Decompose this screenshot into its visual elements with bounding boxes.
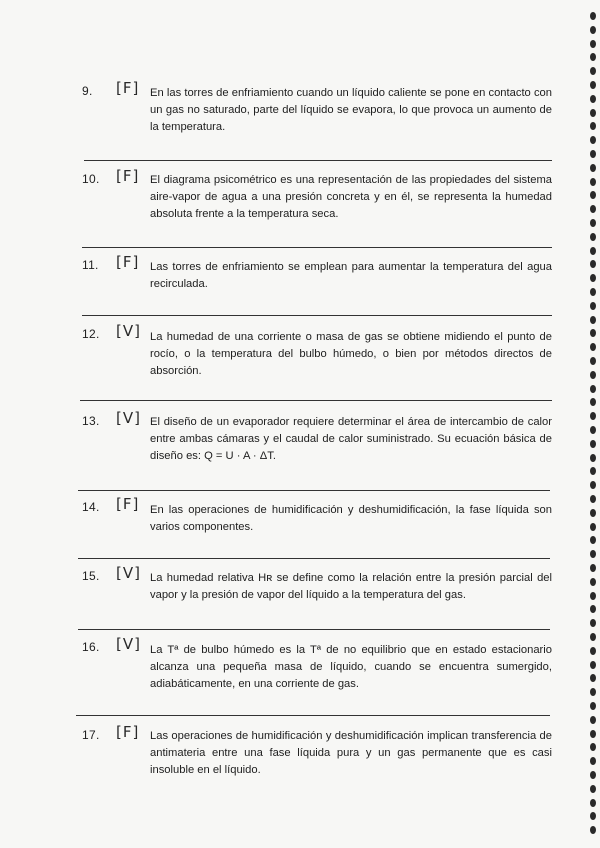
binding-hole — [590, 67, 596, 75]
question-number: 14. — [82, 500, 100, 514]
binding-hole — [590, 702, 596, 710]
binding-hole — [590, 233, 596, 241]
binding-hole — [590, 661, 596, 669]
binding-hole — [590, 440, 596, 448]
answer-mark: [F] — [116, 253, 140, 271]
binding-hole — [590, 812, 596, 820]
binding-hole — [590, 467, 596, 475]
binding-hole — [590, 730, 596, 738]
question-text: La Tª de bulbo húmedo es la Tª de no equilibrio que en estado estacionario alcanza una pequeña masa de líquido, cuando se encuentra sumergido, adiabáticamente, en una corriente de gas. — [150, 644, 552, 690]
binding-hole — [590, 674, 596, 682]
binding-hole — [590, 205, 596, 213]
answer-mark: [F] — [116, 79, 140, 97]
binding-hole — [590, 95, 596, 103]
divider — [82, 315, 552, 316]
question-text: Las operaciones de humidificación y deshumidificación implican transferencia de antimateria entre una fase líquida pura y un gas permanente que es casi insoluble en el líquido. — [150, 730, 552, 776]
binding-hole — [590, 743, 596, 751]
binding-hole — [590, 495, 596, 503]
binding-hole — [590, 688, 596, 696]
divider — [78, 490, 550, 491]
binding-hole — [590, 605, 596, 613]
divider — [78, 629, 550, 630]
binding-hole — [590, 564, 596, 572]
binding-hole — [590, 454, 596, 462]
binding-hole — [590, 122, 596, 130]
binding-hole — [590, 357, 596, 365]
spiral-binding — [588, 12, 596, 842]
question-number: 13. — [82, 414, 100, 428]
divider — [82, 247, 552, 248]
binding-hole — [590, 647, 596, 655]
binding-hole — [590, 316, 596, 324]
binding-hole — [590, 619, 596, 627]
binding-hole — [590, 12, 596, 20]
binding-hole — [590, 398, 596, 406]
binding-hole — [590, 633, 596, 641]
binding-hole — [590, 288, 596, 296]
question-number: 11. — [82, 258, 99, 272]
binding-hole — [590, 40, 596, 48]
question-number: 15. — [82, 569, 100, 583]
question-text: La humedad relativa Hʀ se define como la relación entre la presión parcial del vapor y la presión de vapor del líquido a la temperatura del gas. — [150, 572, 552, 601]
divider — [76, 715, 550, 716]
binding-hole — [590, 302, 596, 310]
answer-mark: [F] — [116, 723, 140, 741]
binding-hole — [590, 53, 596, 61]
binding-hole — [590, 260, 596, 268]
binding-hole — [590, 536, 596, 544]
divider — [78, 558, 550, 559]
binding-hole — [590, 592, 596, 600]
binding-hole — [590, 343, 596, 351]
binding-hole — [590, 826, 596, 834]
binding-hole — [590, 578, 596, 586]
divider — [84, 160, 552, 161]
binding-hole — [590, 164, 596, 172]
binding-hole — [590, 385, 596, 393]
binding-hole — [590, 109, 596, 117]
question-text: El diseño de un evaporador requiere determinar el área de intercambio de calor entre ambas cámaras y el caudal de calor suministrado. Su ecuación básica de diseño es: Q = U · A · ΔT. — [150, 416, 552, 462]
answer-mark: [V] — [116, 564, 141, 582]
answer-mark: [F] — [116, 167, 140, 185]
binding-hole — [590, 136, 596, 144]
divider — [80, 400, 552, 401]
answer-mark: [F] — [116, 495, 140, 513]
binding-hole — [590, 247, 596, 255]
binding-hole — [590, 426, 596, 434]
binding-hole — [590, 550, 596, 558]
question-text: El diagrama psicométrico es una representación de las propiedades del sistema aire-vapor de agua a una presión concreta y en él, se representa la humedad absoluta frente a la temperatura seca. — [150, 174, 552, 220]
binding-hole — [590, 771, 596, 779]
binding-hole — [590, 481, 596, 489]
question-number: 12. — [82, 327, 100, 341]
question-number: 10. — [82, 172, 100, 186]
binding-hole — [590, 757, 596, 765]
binding-hole — [590, 26, 596, 34]
question-text: Las torres de enfriamiento se emplean para aumentar la temperatura del agua recirculada. — [150, 261, 552, 290]
binding-hole — [590, 219, 596, 227]
binding-hole — [590, 716, 596, 724]
binding-hole — [590, 412, 596, 420]
question-text: La humedad de una corriente o masa de gas se obtiene midiendo el punto de rocío, o la temperatura del bulbo húmedo, o bien por métodos directos de absorción. — [150, 331, 552, 377]
question-text: En las torres de enfriamiento cuando un líquido caliente se pone en contacto con un gas no saturado, parte del líquido se evapora, lo que provoca un aumento de la temperatura. — [150, 87, 552, 133]
binding-hole — [590, 178, 596, 186]
question-number: 17. — [82, 728, 100, 742]
answer-mark: [V] — [116, 409, 141, 427]
binding-hole — [590, 799, 596, 807]
binding-hole — [590, 371, 596, 379]
question-number: 9. — [82, 84, 93, 98]
binding-hole — [590, 274, 596, 282]
binding-hole — [590, 81, 596, 89]
binding-hole — [590, 509, 596, 517]
binding-hole — [590, 329, 596, 337]
answer-mark: [V] — [116, 635, 141, 653]
question-number: 16. — [82, 640, 100, 654]
answer-mark: [V] — [116, 322, 141, 340]
question-text: En las operaciones de humidificación y deshumidificación, la fase líquida son varios componentes. — [150, 504, 552, 533]
binding-hole — [590, 150, 596, 158]
binding-hole — [590, 191, 596, 199]
binding-hole — [590, 785, 596, 793]
binding-hole — [590, 523, 596, 531]
